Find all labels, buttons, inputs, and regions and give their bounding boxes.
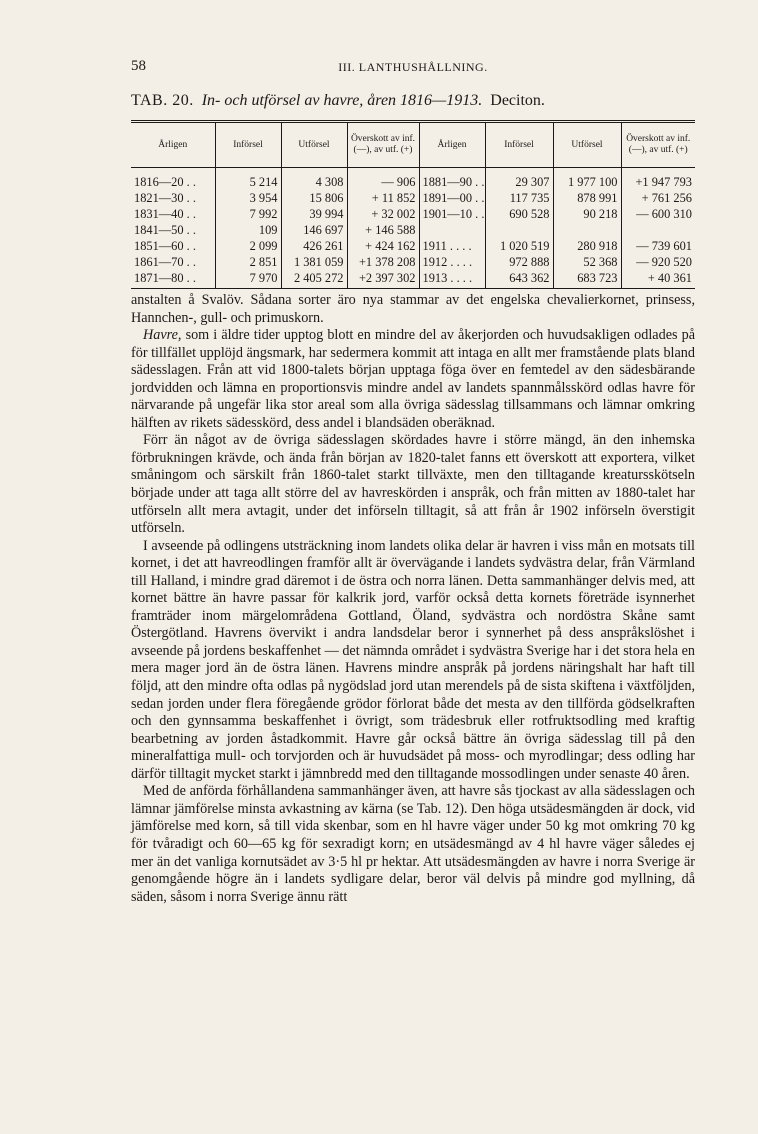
cell-import: 643 362 <box>485 270 553 289</box>
cell-export: 2 405 272 <box>281 270 347 289</box>
col-header: Utförsel <box>281 122 347 168</box>
cell-import: 109 <box>215 222 281 238</box>
cell-period: 1901—10 . . <box>419 206 485 222</box>
cell-balance: + 11 852 <box>347 190 419 206</box>
table-header-row <box>131 122 695 168</box>
body-text <box>131 292 695 906</box>
paragraph: anstalten å Svalöv. Sådana sorter äro nya stammar av det engelska chevalierkornet, prinsess, Hannchen-, gull- och primuskorn. <box>131 292 695 326</box>
cell-period: 1851—60 . . <box>131 238 215 254</box>
cell-period: 1821—30 . . <box>131 190 215 206</box>
cell-export <box>553 222 621 238</box>
cell-period <box>419 222 485 238</box>
cell-export: 1 381 059 <box>281 254 347 270</box>
cell-period: 1871—80 . . <box>131 270 215 289</box>
col-header: Årligen <box>131 122 215 168</box>
cell-balance: +1 947 793 <box>635 175 692 189</box>
cell-import: 29 307 <box>485 168 553 191</box>
cell-import: 3 954 <box>215 190 281 206</box>
paragraph <box>131 327 695 432</box>
cell-export: 146 697 <box>281 222 347 238</box>
running-header <box>131 58 695 78</box>
cell-balance: + 146 588 <box>347 222 419 238</box>
table-row <box>131 168 695 191</box>
cell-import: 2 851 <box>215 254 281 270</box>
cell-period: 1861—70 . . <box>131 254 215 270</box>
cell-balance <box>621 222 695 238</box>
table-row <box>131 190 695 206</box>
trade-table <box>131 120 695 289</box>
cell-import <box>485 222 553 238</box>
cell-import: 1 020 519 <box>485 238 553 254</box>
col-header: Årligen <box>419 122 485 168</box>
cell-export: 90 218 <box>553 206 621 222</box>
table-number: TAB. 20. <box>131 92 194 109</box>
cell-period: 1911 . . . . <box>419 238 485 254</box>
cell-export: 878 991 <box>553 190 621 206</box>
table-row <box>131 254 695 270</box>
paragraph-text: som i äldre tider upptog blott en mindre del av åkerjorden och huvudsakligen odlades på för tillfället upplöjd ängsmark, har sedermera kommit att intaga en allt mer framstående plats bland sädesslagen. Från att vid 1800-talets början upptaga föga över en femtedel av den sädesbärande jordvidden och lämna en proportionsvis mindre andel av landets spannmålsskörd odlas havre för närvarande på ungefär lika stor areal som alla övriga sädesslag tillsammans och lämnar omkring hälften av rikets sädesskörd, dess andel i blandsäden oberäknad. <box>131 327 695 431</box>
cell-import: 5 214 <box>215 168 281 191</box>
table-row <box>131 270 695 289</box>
cell-period: 1913 . . . . <box>419 270 485 289</box>
table-row <box>131 206 695 222</box>
col-header: Överskott av inf. (—), av utf. (+) <box>347 122 419 168</box>
table-unit: Deciton. <box>490 92 545 109</box>
paragraph: I avseende på odlingens utsträckning inom landets olika delar är havren i viss mån en motsats till kornet, i det att havreodlingen framför allt är övervägande i landets sydvästra delar, från Värmland till Halland, i mindre grad däremot i de östra och norra länen. Detta sammanhänger delvis med, att kornet bättre än havre passar för kalkrik jord, varför också detta kornets företräde isynnerhet framträder inom märgelområdena Gottland, Öland, sydvästra och nordöstra Skåne samt Östergötland. Havrens övervikt i andra landsdelar beror i synnerhet på dess anspråkslöshet i avseende på jordens beskaffenhet — det nämnda området i sydvästra Sverige har i det stora hela en mera mager jord än de östra länen. Havrens mindre anspråk på jordens näringshalt har haft till följd, att den mindre ofta odlas på nygödslad jord utan merendels på de sista skiftena i växtföljden, sedan jorden under flera föregående grödor förlorat både det mesta av den tillförda gödselkraften och den gynnsamma beskaffenhet i övrigt, som trädesbruk eller rotfruktsodling med kraftig bearbetning av jorden åstadkommit. Havre går också bättre än övriga sädesslag till på den mineralfattiga mull- och torvjorden och är huvudsädet på moss- och myrodlingar; dess odling har därför tilltagit mycket starkt i jämnbredd med den tilltagande mossodlingen under senaste 40 åren. <box>131 537 695 782</box>
table-caption: In- och utförsel av havre, åren 1816—1913. <box>201 92 483 109</box>
cell-import: 117 735 <box>485 190 553 206</box>
cell-export: 683 723 <box>553 270 621 289</box>
table-title <box>131 92 695 110</box>
cell-period: 1891—00 . . <box>419 190 485 206</box>
cell-period: 1881—90 . . <box>419 168 485 191</box>
cell-balance: +1 378 208 <box>347 254 419 270</box>
cell-import: 2 099 <box>215 238 281 254</box>
paragraph: Med de anförda förhållandena sammanhänger även, att havre sås tjockast av alla sädesslagen och lämnar jämförelse minsta avkastning av kärna (se Tab. 12). Den höga utsädesmängden är dock, vid jämförelse med korn, så till vida skenbar, som en hl havre väger under 50 kg mot omkring 70 kg för tvåradigt och 60—65 kg för sexradigt korn; en utsädesmängd av 4 hl havre väger således ej mer än det vanliga kornutsädet av 3·5 hl pr hektar. Att utsädesmängden av havre i norra Sverige är genomgående högre än i landets sydligare delar, beror väl delvis på mindre god myllning, då säden, såsom i norra Sverige ännu rätt <box>131 783 695 905</box>
col-header: Överskott av inf. (—), av utf. (+) <box>621 122 695 168</box>
col-header: Införsel <box>485 122 553 168</box>
table-row <box>131 238 695 254</box>
table-row <box>131 222 695 238</box>
cell-balance: — 739 601 <box>636 239 692 253</box>
cell-balance: — 906 <box>347 168 419 191</box>
cell-export: 426 261 <box>281 238 347 254</box>
col-header: Utförsel <box>553 122 621 168</box>
paragraph: Förr än något av de övriga sädesslagen skördades havre i större mängd, än den inhemska förbrukningen krävde, och ända från början av 1820-talet fanns ett överskott att exportera, vilket småningom och särskilt från 1860-talet starkt tillväxte, men den tilltagande kreatursskötseln började under att taga allt större del av havreskörden i anspråk, och från mitten av 1880-talet har utförseln allt mera avtagit, under det införseln tilltagit, så att från år 1902 införseln överstigit utförseln. <box>131 432 695 537</box>
cell-export: 1 977 100 <box>553 168 621 191</box>
cell-import: 7 970 <box>215 270 281 289</box>
cell-export: 4 308 <box>281 168 347 191</box>
cell-balance: + 32 002 <box>347 206 419 222</box>
chapter-title: III. LANTHUSHÅLLNING. <box>338 60 488 74</box>
cell-balance: + 40 361 <box>621 270 695 289</box>
paragraph-lead: Havre, <box>143 327 182 344</box>
cell-export: 39 994 <box>281 206 347 222</box>
cell-import: 690 528 <box>485 206 553 222</box>
cell-period: 1841—50 . . <box>131 222 215 238</box>
cell-period: 1816—20 . . <box>131 168 215 191</box>
cell-import: 972 888 <box>485 254 553 270</box>
cell-period: 1912 . . . . <box>419 254 485 270</box>
cell-import: 7 992 <box>215 206 281 222</box>
cell-period: 1831—40 . . <box>131 206 215 222</box>
cell-balance: — 920 520 <box>636 255 692 269</box>
cell-balance: + 424 162 <box>347 238 419 254</box>
page-number: 58 <box>131 58 146 74</box>
cell-balance: +2 397 302 <box>347 270 419 289</box>
cell-export: 15 806 <box>281 190 347 206</box>
cell-export: 52 368 <box>553 254 621 270</box>
cell-balance: + 761 256 <box>641 191 692 205</box>
col-header: Införsel <box>215 122 281 168</box>
cell-export: 280 918 <box>553 238 621 254</box>
cell-balance: — 600 310 <box>636 207 692 221</box>
